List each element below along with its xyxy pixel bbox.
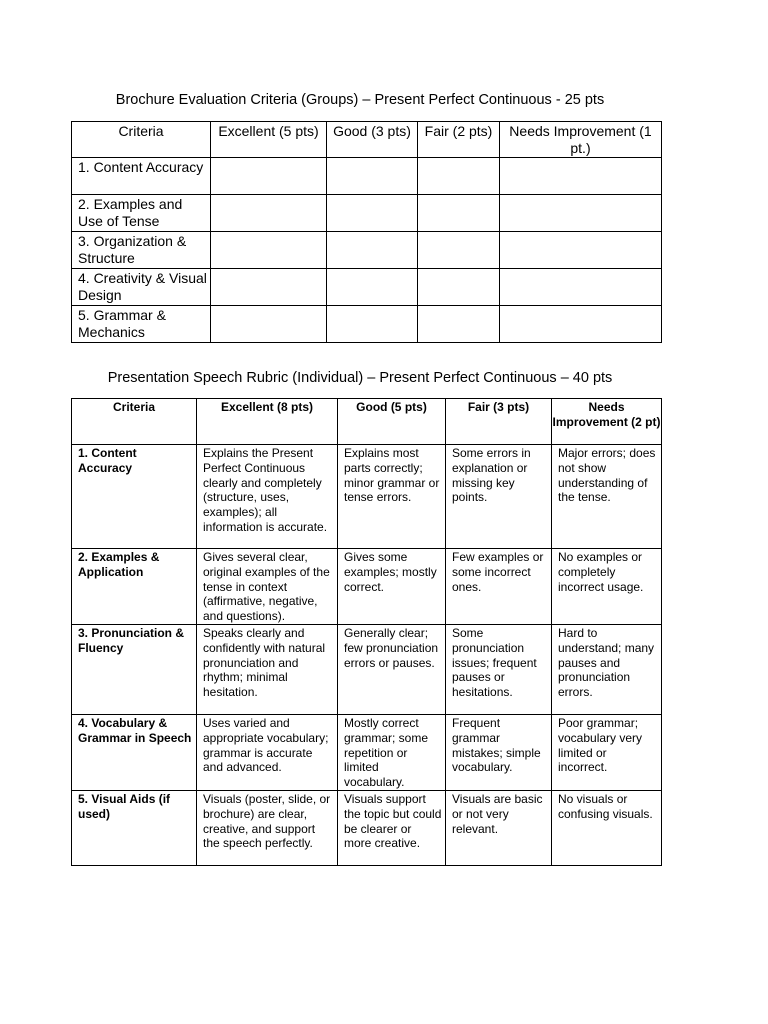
header-fair: Fair (3 pts) [446,399,552,445]
table-row [72,195,662,232]
good-cell: Explains most parts correctly; minor grammar or tense errors. [338,445,446,549]
score-cell-excellent [211,306,327,343]
score-cell-needs-improvement [500,269,662,306]
header-needs-improvement: Needs Improvement (1 pt.) [500,122,662,158]
needs-improvement-cell: No examples or completely incorrect usage. [552,549,662,625]
header-good: Good (5 pts) [338,399,446,445]
criteria-cell: 5. Visual Aids (if used) [72,790,197,865]
score-cell-fair [418,158,500,195]
good-cell: Generally clear; few pronunciation errors or pauses. [338,625,446,715]
good-cell: Gives some examples; mostly correct. [338,549,446,625]
needs-improvement-cell: No visuals or confusing visuals. [552,790,662,865]
header-excellent: Excellent (8 pts) [197,399,338,445]
score-cell-good [327,306,418,343]
score-cell-good [327,232,418,269]
brochure-criteria-table [71,121,662,343]
speech-rubric-table [71,398,662,866]
table-row [72,306,662,343]
criteria-cell: 4. Creativity & Visual Design [72,269,211,306]
criteria-cell: 1. Content Accuracy [72,158,211,195]
score-cell-good [327,195,418,232]
score-cell-excellent [211,195,327,232]
header-good: Good (3 pts) [327,122,418,158]
table-header-row [72,122,662,158]
table-row [72,269,662,306]
criteria-cell: 3. Pronunciation & Fluency [72,625,197,715]
table-row [72,445,662,549]
score-cell-excellent [211,158,327,195]
criteria-cell: 2. Examples and Use of Tense [72,195,211,232]
excellent-cell: Explains the Present Perfect Continuous clearly and completely (structure, uses, examples); all information is accurate. [197,445,338,549]
score-cell-excellent [211,269,327,306]
fair-cell: Visuals are basic or not very relevant. [446,790,552,865]
criteria-cell: 1. Content Accuracy [72,445,197,549]
score-cell-needs-improvement [500,306,662,343]
table-row [72,549,662,625]
criteria-cell: 2. Examples & Application [72,549,197,625]
header-fair: Fair (2 pts) [418,122,500,158]
good-cell: Mostly correct grammar; some repetition or limited vocabulary. [338,715,446,791]
score-cell-needs-improvement [500,195,662,232]
brochure-title: Brochure Evaluation Criteria (Groups) – Present Perfect Continuous - 25 pts [115,92,605,108]
needs-improvement-cell: Major errors; does not show understanding of the tense. [552,445,662,549]
header-criteria: Criteria [72,122,211,158]
score-cell-needs-improvement [500,232,662,269]
score-cell-good [327,269,418,306]
table-row [72,158,662,195]
score-cell-fair [418,195,500,232]
good-cell: Visuals support the topic but could be clearer or more creative. [338,790,446,865]
criteria-cell: 3. Organization & Structure [72,232,211,269]
table-header-row [72,399,662,445]
table-row [72,790,662,865]
excellent-cell: Speaks clearly and confidently with natural pronunciation and rhythm; minimal hesitation. [197,625,338,715]
table-row [72,232,662,269]
header-needs-improvement: Needs Improvement (2 pt) [552,399,662,445]
header-criteria: Criteria [72,399,197,445]
excellent-cell: Uses varied and appropriate vocabulary; grammar is accurate and advanced. [197,715,338,791]
score-cell-needs-improvement [500,158,662,195]
criteria-cell: 4. Vocabulary & Grammar in Speech [72,715,197,791]
score-cell-good [327,158,418,195]
header-excellent: Excellent (5 pts) [211,122,327,158]
excellent-cell: Gives several clear, original examples of the tense in context (affirmative, negative, and questions). [197,549,338,625]
table-row [72,625,662,715]
fair-cell: Some errors in explanation or missing key points. [446,445,552,549]
fair-cell: Few examples or some incorrect ones. [446,549,552,625]
fair-cell: Some pronunciation issues; frequent pauses or hesitations. [446,625,552,715]
needs-improvement-cell: Hard to understand; many pauses and pronunciation errors. [552,625,662,715]
score-cell-fair [418,269,500,306]
score-cell-excellent [211,232,327,269]
speech-rubric-title: Presentation Speech Rubric (Individual) – Present Perfect Continuous – 40 pts [107,370,613,386]
needs-improvement-cell: Poor grammar; vocabulary very limited or incorrect. [552,715,662,791]
excellent-cell: Visuals (poster, slide, or brochure) are clear, creative, and support the speech perfectly. [197,790,338,865]
score-cell-fair [418,232,500,269]
fair-cell: Frequent grammar mistakes; simple vocabulary. [446,715,552,791]
table-row [72,715,662,791]
criteria-cell: 5. Grammar & Mechanics [72,306,211,343]
score-cell-fair [418,306,500,343]
